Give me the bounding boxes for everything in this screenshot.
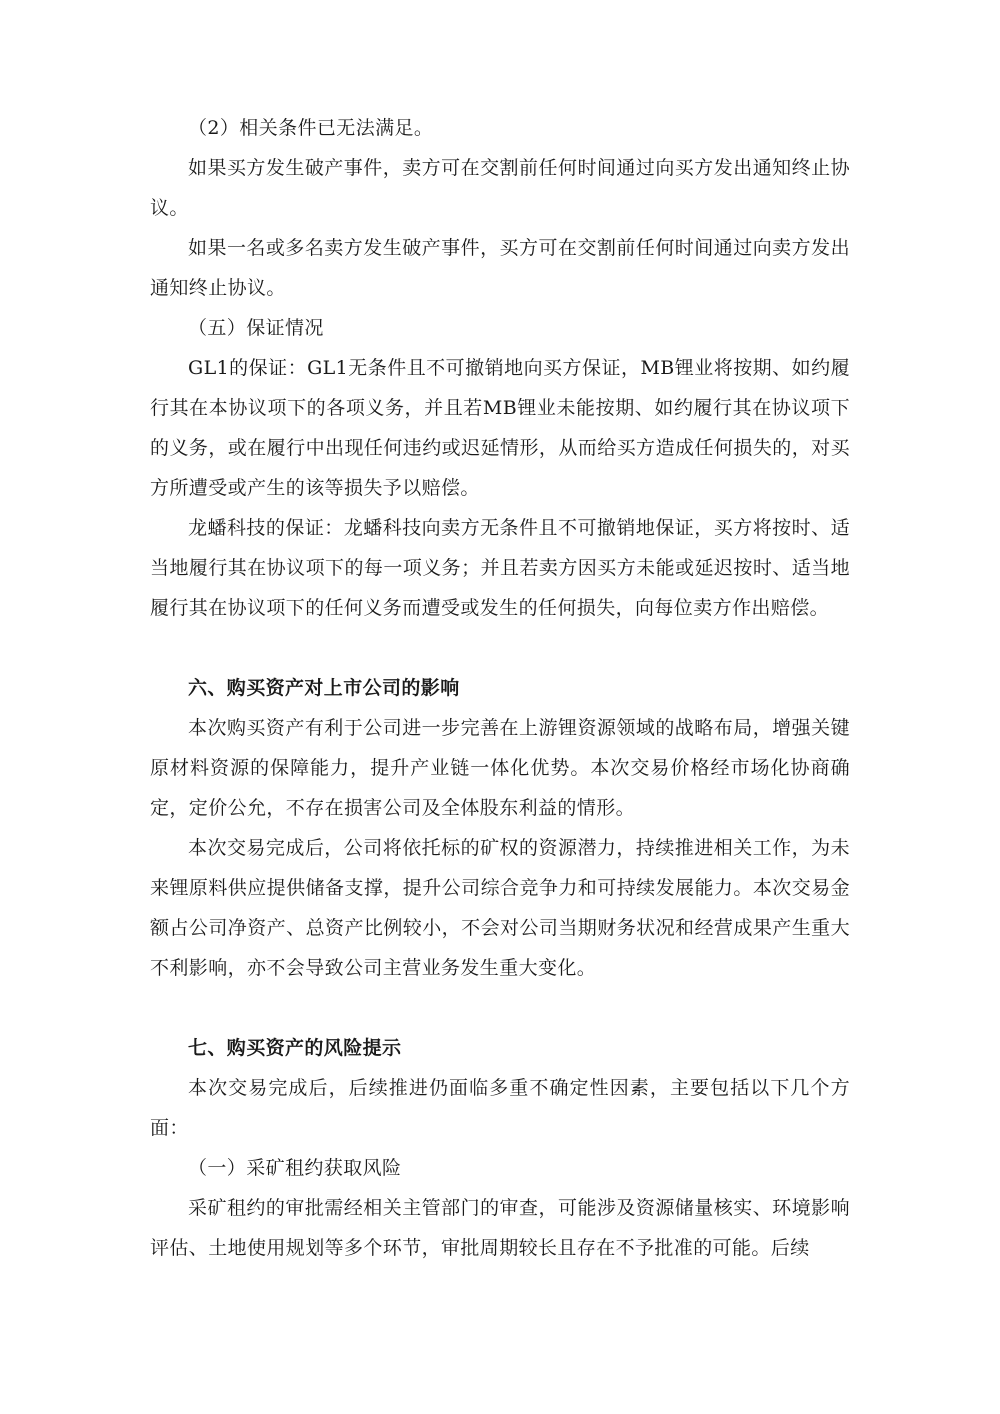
risk-paragraph-1: 采矿租约的审批需经相关主管部门的审查，可能涉及资源储量核实、环境影响评估、土地使用规划等多个环节，审批周期较长且存在不予批准的可能。后续 xyxy=(150,1197,850,1259)
section-spacer xyxy=(150,988,850,1028)
buyer-bankruptcy-paragraph: 如果买方发生破产事件，卖方可在交割前任何时间通过向买方发出通知终止协议。 xyxy=(150,157,850,219)
termination-condition-2: （2）相关条件已无法满足。 xyxy=(188,117,434,139)
longpan-guarantee-paragraph: 龙蟠科技的保证：龙蟠科技向卖方无条件且不可撤销地保证，买方将按时、适当地履行其在协议项下的每一项义务；并且若卖方因买方未能或延迟按时、适当地履行其在协议项下的任何义务而遭受或发生的任何损失，向每位卖方作出赔偿。 xyxy=(150,517,850,619)
document-body xyxy=(150,108,850,1268)
seller-bankruptcy-paragraph: 如果一名或多名卖方发生破产事件，买方可在交割前任何时间通过向卖方发出通知终止协议。 xyxy=(150,237,850,299)
section-7-paragraph-1: 本次交易完成后，后续推进仍面临多重不确定性因素，主要包括以下几个方面： xyxy=(150,1077,850,1139)
guarantee-subheading: （五）保证情况 xyxy=(188,317,324,339)
gl1-guarantee-paragraph: GL1的保证：GL1无条件且不可撤销地向买方保证，MB锂业将按期、如约履行其在本协议项下的各项义务，并且若MB锂业未能按期、如约履行其在协议项下的义务，或在履行中出现任何违约或迟延情形，从而给买方造成任何损失的，对买方所遭受或产生的该等损失予以赔偿。 xyxy=(150,357,850,499)
section-6-heading: 六、购买资产对上市公司的影响 xyxy=(188,677,460,699)
risk-subheading-1: （一）采矿租约获取风险 xyxy=(188,1157,402,1179)
section-6-paragraph-2: 本次交易完成后，公司将依托标的矿权的资源潜力，持续推进相关工作，为未来锂原料供应提供储备支撑，提升公司综合竞争力和可持续发展能力。本次交易金额占公司净资产、总资产比例较小，不会对公司当期财务状况和经营成果产生重大不利影响，亦不会导致公司主营业务发生重大变化。 xyxy=(150,837,850,979)
section-spacer xyxy=(150,628,850,668)
section-6-paragraph-1: 本次购买资产有利于公司进一步完善在上游锂资源领域的战略布局，增强关键原材料资源的保障能力，提升产业链一体化优势。本次交易价格经市场化协商确定，定价公允，不存在损害公司及全体股东利益的情形。 xyxy=(150,717,850,819)
section-7-heading: 七、购买资产的风险提示 xyxy=(188,1037,402,1059)
